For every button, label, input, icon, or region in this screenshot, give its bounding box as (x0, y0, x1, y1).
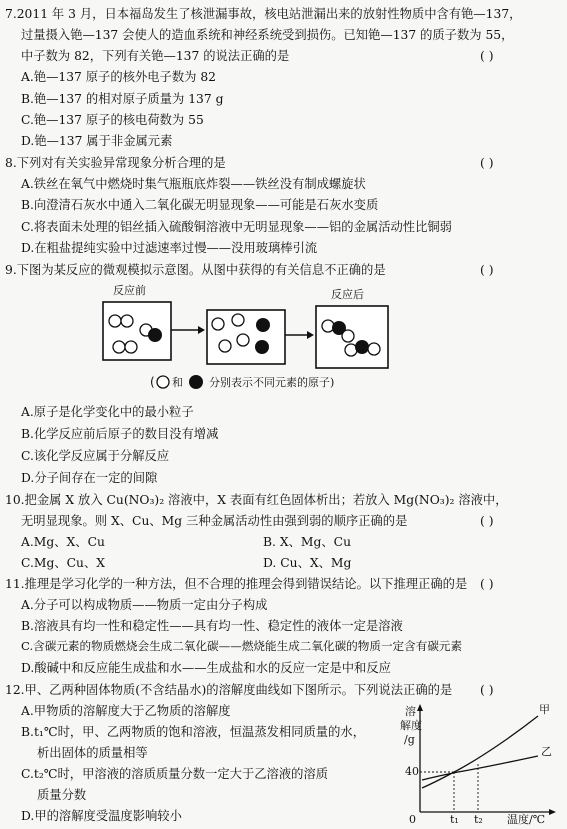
q8-answer-paren[interactable]: ( ) (480, 156, 494, 170)
q8-option-b[interactable]: B.向澄清石灰水中通入二氧化碳无明显现象——可能是石灰水变质 (21, 198, 379, 212)
graph-label-jia: 甲 (539, 703, 550, 716)
atom-black (256, 318, 270, 332)
q12-option-b-cont: 析出固体的质量相等 (37, 746, 148, 760)
q10-option-a[interactable]: A.Mg、X、Cu (21, 535, 105, 549)
q12-option-c-cont: 质量分数 (37, 788, 87, 802)
graph-ylabel-3: /g (404, 733, 415, 746)
graph-origin: 0 (409, 813, 416, 826)
q11-option-c[interactable]: C.含碳元素的物质燃烧会生成二氧化碳——燃烧能生成二氧化碳的物质一定含有碳元素 (21, 639, 463, 653)
label-before-reaction: 反应前 (113, 284, 146, 297)
legend-text: 分别表示不同元素的原子) (209, 376, 335, 389)
graph-xtick-t1: t₁ (450, 813, 459, 826)
q8-option-a[interactable]: A.铁丝在氧气中燃烧时集气瓶瓶底炸裂——铁丝没有制成螺旋状 (21, 177, 366, 191)
q11-stem: 11.推理是学习化学的一种方法，但不合理的推理会得到错误结论。以下推理正确的是 (5, 577, 468, 591)
q9-answer-paren[interactable]: ( ) (480, 263, 494, 277)
graph-ylabel-2: 解度 (400, 719, 422, 732)
q8-option-c[interactable]: C.将表面未处理的铝丝插入硫酸铜溶液中无明显现象——铝的金属活动性比铜弱 (21, 220, 452, 234)
curve-yi (422, 756, 538, 780)
q8-option-d[interactable]: D.在粗盐提纯实验中过滤速率过慢——没用玻璃棒引流 (21, 241, 318, 255)
q7-stem-line-2: 过量摄入铯—137 会使人的造血系统和神经系统受到损伤。已知铯—137 的质子数为 55， (21, 28, 514, 42)
q9-option-d[interactable]: D.分子间存在一定的间隙 (21, 471, 158, 485)
q12-option-b[interactable]: B.t₁℃时，甲、乙两物质的饱和溶液，恒温蒸发相同质量的水， (21, 725, 365, 739)
graph-xtick-t2: t₂ (474, 813, 483, 826)
graph-label-yi: 乙 (541, 745, 552, 758)
atom-white (212, 318, 224, 330)
q7-stem-line-1: 7.2011 年 3 月，日本福岛发生了核泄漏事故，核电站泄漏出来的放射性物质中含有铯—137， (5, 7, 522, 21)
q9-option-b[interactable]: B.化学反应前后原子的数目没有增减 (21, 427, 219, 441)
q10-stem-line-2: 无明显现象。则 X、Cu、Mg 三种金属活动性由强到弱的顺序正确的是 (21, 514, 408, 528)
graph-xlabel: 温度/℃ (507, 813, 546, 826)
solubility-graph-svg (400, 700, 560, 829)
q7-answer-paren[interactable]: ( ) (480, 49, 494, 63)
atom-white (219, 340, 231, 352)
q12-answer-paren[interactable]: ( ) (480, 683, 494, 697)
curve-jia (422, 716, 538, 788)
q11-option-a[interactable]: A.分子可以构成物质——物质一定由分子构成 (21, 598, 268, 612)
q12-stem: 12.甲、乙两种固体物质(不含结晶水)的溶解度曲线如下图所示。下列说法正确的是 (5, 683, 453, 697)
q9-option-c[interactable]: C.该化学反应属于分解反应 (21, 449, 170, 463)
q11-option-d[interactable]: D.酸碱中和反应能生成盐和水——生成盐和水的反应一定是中和反应 (21, 661, 391, 675)
atom-white (232, 314, 244, 326)
atom-white (237, 334, 249, 346)
q10-option-c[interactable]: C.Mg、Cu、X (21, 556, 106, 570)
q7-option-b[interactable]: B.铯—137 的相对原子质量为 137 g (21, 92, 224, 106)
graph-ytick-40: 40 (405, 765, 419, 778)
legend-white-atom-icon (157, 376, 169, 388)
solubility-graph (400, 700, 560, 829)
q8-stem: 8.下列对有关实验异常现象分析合理的是 (5, 156, 226, 170)
q12-option-c[interactable]: C.t₂℃时，甲溶液的溶质质量分数一定大于乙溶液的溶质 (21, 767, 329, 781)
q11-answer-paren[interactable]: ( ) (480, 577, 494, 591)
q7-option-c[interactable]: C.铯—137 原子的核电荷数为 55 (21, 113, 204, 127)
q12-option-d[interactable]: D.甲的溶解度受温度影响较小 (21, 809, 182, 823)
graph-ylabel-1: 溶 (405, 705, 416, 718)
q9-option-a[interactable]: A.原子是化学变化中的最小粒子 (21, 405, 194, 419)
reaction-diagram (0, 280, 567, 400)
legend-and: 和 (172, 376, 183, 389)
label-after-reaction: 反应后 (331, 288, 364, 301)
q7-option-a[interactable]: A.铯—137 原子的核外电子数为 82 (21, 70, 216, 84)
q9-stem: 9.下图为某反应的微观模拟示意图。从图中获得的有关信息不正确的是 (5, 263, 386, 277)
q10-answer-paren[interactable]: ( ) (480, 514, 494, 528)
q10-option-b[interactable]: B. X、Mg、Cu (263, 535, 351, 549)
svg-text:(: ( (150, 375, 155, 389)
q10-option-d[interactable]: D. Cu、X、Mg (263, 556, 352, 570)
q12-option-a[interactable]: A.甲物质的溶解度大于乙物质的溶解度 (21, 704, 231, 718)
atom-black (255, 340, 269, 354)
legend-black-atom-icon (189, 375, 203, 389)
q7-stem-line-3: 中子数为 82，下列有关铯—137 的说法正确的是 (21, 49, 290, 63)
q11-option-b[interactable]: B.溶液具有均一性和稳定性——具有均一性、稳定性的液体一定是溶液 (21, 619, 403, 633)
q10-stem-line-1: 10.把金属 X 放入 Cu(NO₃)₂ 溶液中，X 表面有红色固体析出；若放入 Mg(NO₃)₂ 溶液中， (5, 493, 508, 507)
q7-option-d[interactable]: D.铯—137 属于非金属元素 (21, 134, 173, 148)
